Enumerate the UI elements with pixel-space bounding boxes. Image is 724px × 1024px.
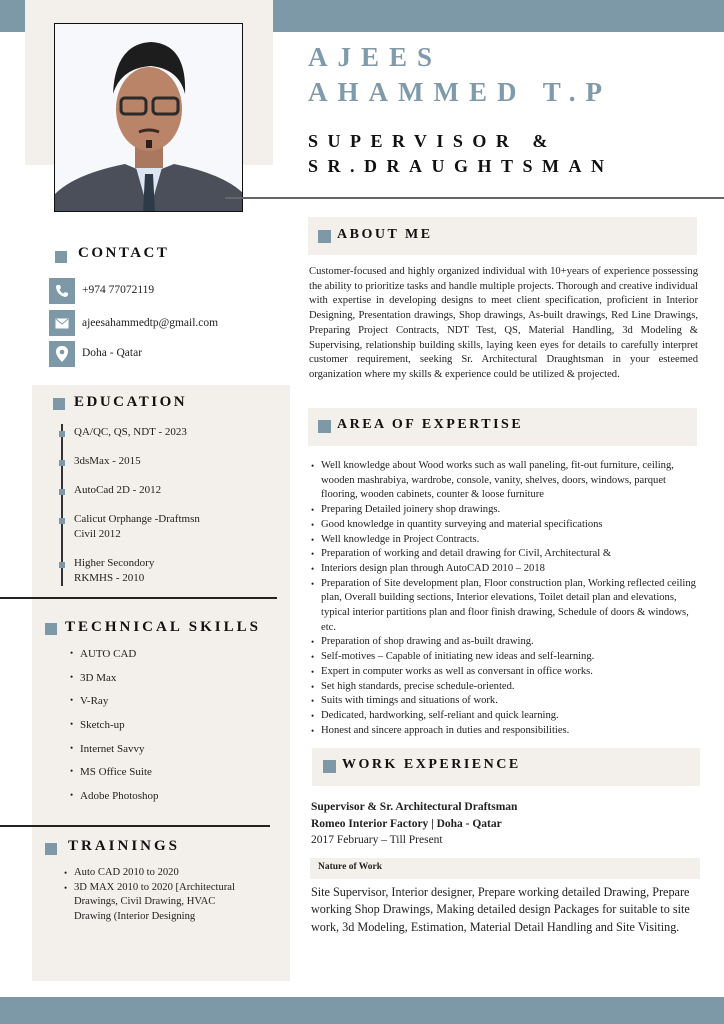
header-divider (225, 197, 724, 199)
job-role: Supervisor & Sr. Architectural Draftsman (311, 801, 518, 813)
job-title-line-1: SUPERVISOR & (308, 131, 557, 151)
expertise-item: • Self-motives – Capable of initiating new ideas and self-learning. (311, 650, 703, 665)
education-item: QA/QC, QS, NDT - 2023 (74, 426, 187, 438)
education-heading: EDUCATION (74, 394, 188, 410)
work-experience-heading: WORK EXPERIENCE (342, 757, 521, 772)
name-line-1: AJEES (308, 42, 443, 72)
expertise-item: • Honest and sincere approach in duties and responsibilities. (311, 724, 703, 739)
education-heading-marker (53, 398, 65, 410)
expertise-item: • Dedicated, hardworking, self-reliant and quick learning. (311, 709, 703, 724)
trainings-heading-marker (45, 843, 57, 855)
expertise-list (311, 459, 703, 738)
contact-heading: CONTACT (78, 245, 170, 261)
expertise-item: • Preparation of working and detail drawing for Civil, Architectural & (311, 547, 703, 562)
skill-item: • AUTO CAD (70, 648, 159, 672)
expertise-item: • Preparation of Site development plan, Floor construction plan, Working reflected ceiling plan, Overall building sections, Interior elevations, Toilet detail plan and elevations, typical interior partitions plan and floor finish drawing, Schedule of doors & windows, etc. (311, 577, 703, 636)
email-icon (49, 310, 75, 336)
job-dates: 2017 February – Till Present (311, 834, 443, 846)
about-heading-marker (318, 230, 331, 243)
about-heading: ABOUT ME (337, 227, 433, 242)
about-text: Customer-focused and highly organized individual with 10+years of experience possessing the ability to prioritize tasks and handle multiple projects. Thorough and creative individual with expertise in developing designs to meet client specification, proficient in Interior Designing, Presentation drawings, Shop drawings, As-built drawings, Red Line Drawings, Preparing Project Contracts, NDT Test, QS, Material Handling, 3d Modeling & Supervising, relationship building skills, laying keen eyes for details to carefully interpret customer requirement, seeking Sr. Architectural Draughtsman in your esteemed organization where my skills & experience could be utilized & projected. (309, 266, 698, 380)
skill-item: • Sketch-up (70, 719, 159, 743)
job-company: Romeo Interior Factory | Doha - Qatar (311, 818, 502, 830)
trainings-heading: TRAININGS (68, 838, 181, 854)
phone-icon (49, 278, 75, 304)
skill-item: • Adobe Photoshop (70, 790, 159, 814)
section-divider (0, 597, 277, 599)
name-line-2: AHAMMED T.P (308, 77, 612, 107)
contact-email[interactable]: ajeesahammedtp@gmail.com (82, 317, 219, 329)
expertise-item: • Preparing Detailed joinery shop drawings. (311, 503, 703, 518)
work-heading-marker (323, 760, 336, 773)
section-divider (0, 825, 270, 827)
expertise-item: • Set high standards, precise schedule-oriented. (311, 680, 703, 695)
nature-of-work-label: Nature of Work (318, 862, 383, 872)
contact-heading-marker (55, 251, 67, 263)
timeline-dot (59, 489, 65, 495)
timeline-dot (59, 431, 65, 437)
expertise-item: • Well knowledge about Wood works such as wall paneling, fit-out furniture, ceiling, wooden mashrabiya, wardrobe, console, vanity, shelves, doors, windows, parquet flooring, wooden cabinets, counter & loose furniture (311, 459, 703, 503)
education-item: Calicut Orphange -Draftmsn Civil 2012 (74, 513, 200, 540)
contact-phone: +974 77072119 (82, 284, 155, 296)
expertise-item: • Interiors design plan through AutoCAD 2010 – 2018 (311, 562, 703, 577)
education-item: Higher Secondory RKMHS - 2010 (74, 557, 155, 584)
skill-item: • MS Office Suite (70, 766, 159, 790)
skill-item: • V-Ray (70, 695, 159, 719)
education-item: 3dsMax - 2015 (74, 455, 141, 467)
expertise-item: • Suits with timings and situations of work. (311, 694, 703, 709)
education-item: AutoCad 2D - 2012 (74, 484, 162, 496)
expertise-heading: AREA OF EXPERTISE (337, 417, 524, 432)
technical-skills-heading: TECHNICAL SKILLS (65, 619, 261, 635)
bottom-bar (0, 997, 724, 1024)
job-title-line-2: SR.DRAUGHTSMAN (308, 156, 614, 176)
expertise-item: • Good knowledge in quantity surveying and material specifications (311, 518, 703, 533)
profile-photo (54, 23, 243, 212)
trainings-list (64, 866, 239, 924)
expertise-item: • Well knowledge in Project Contracts. (311, 533, 703, 548)
timeline-dot (59, 460, 65, 466)
skill-item: • 3D Max (70, 672, 159, 696)
timeline-dot (59, 562, 65, 568)
skills-list (70, 648, 159, 814)
location-pin-icon (49, 341, 75, 367)
skills-heading-marker (45, 623, 57, 635)
timeline-dot (59, 518, 65, 524)
training-item: • 3D MAX 2010 to 2020 [Architectural Drawings, Civil Drawing, HVAC Drawing (Interior Designing (64, 881, 239, 925)
job-description: Site Supervisor, Interior designer, Prepare working detailed Drawing, Prepare working Shop Drawings, Making detailed design Packages for suitable to site work, 3d Modeling, Estimation, Material Detail Handling and Site Visiting. (311, 885, 690, 934)
expertise-item: • Expert in computer works as well as conversant in office works. (311, 665, 703, 680)
training-item: • Auto CAD 2010 to 2020 (64, 866, 239, 881)
contact-location: Doha - Qatar (82, 347, 143, 359)
expertise-item: • Preparation of shop drawing and as-built drawing. (311, 635, 703, 650)
expertise-heading-marker (318, 420, 331, 433)
skill-item: • Internet Savvy (70, 743, 159, 767)
